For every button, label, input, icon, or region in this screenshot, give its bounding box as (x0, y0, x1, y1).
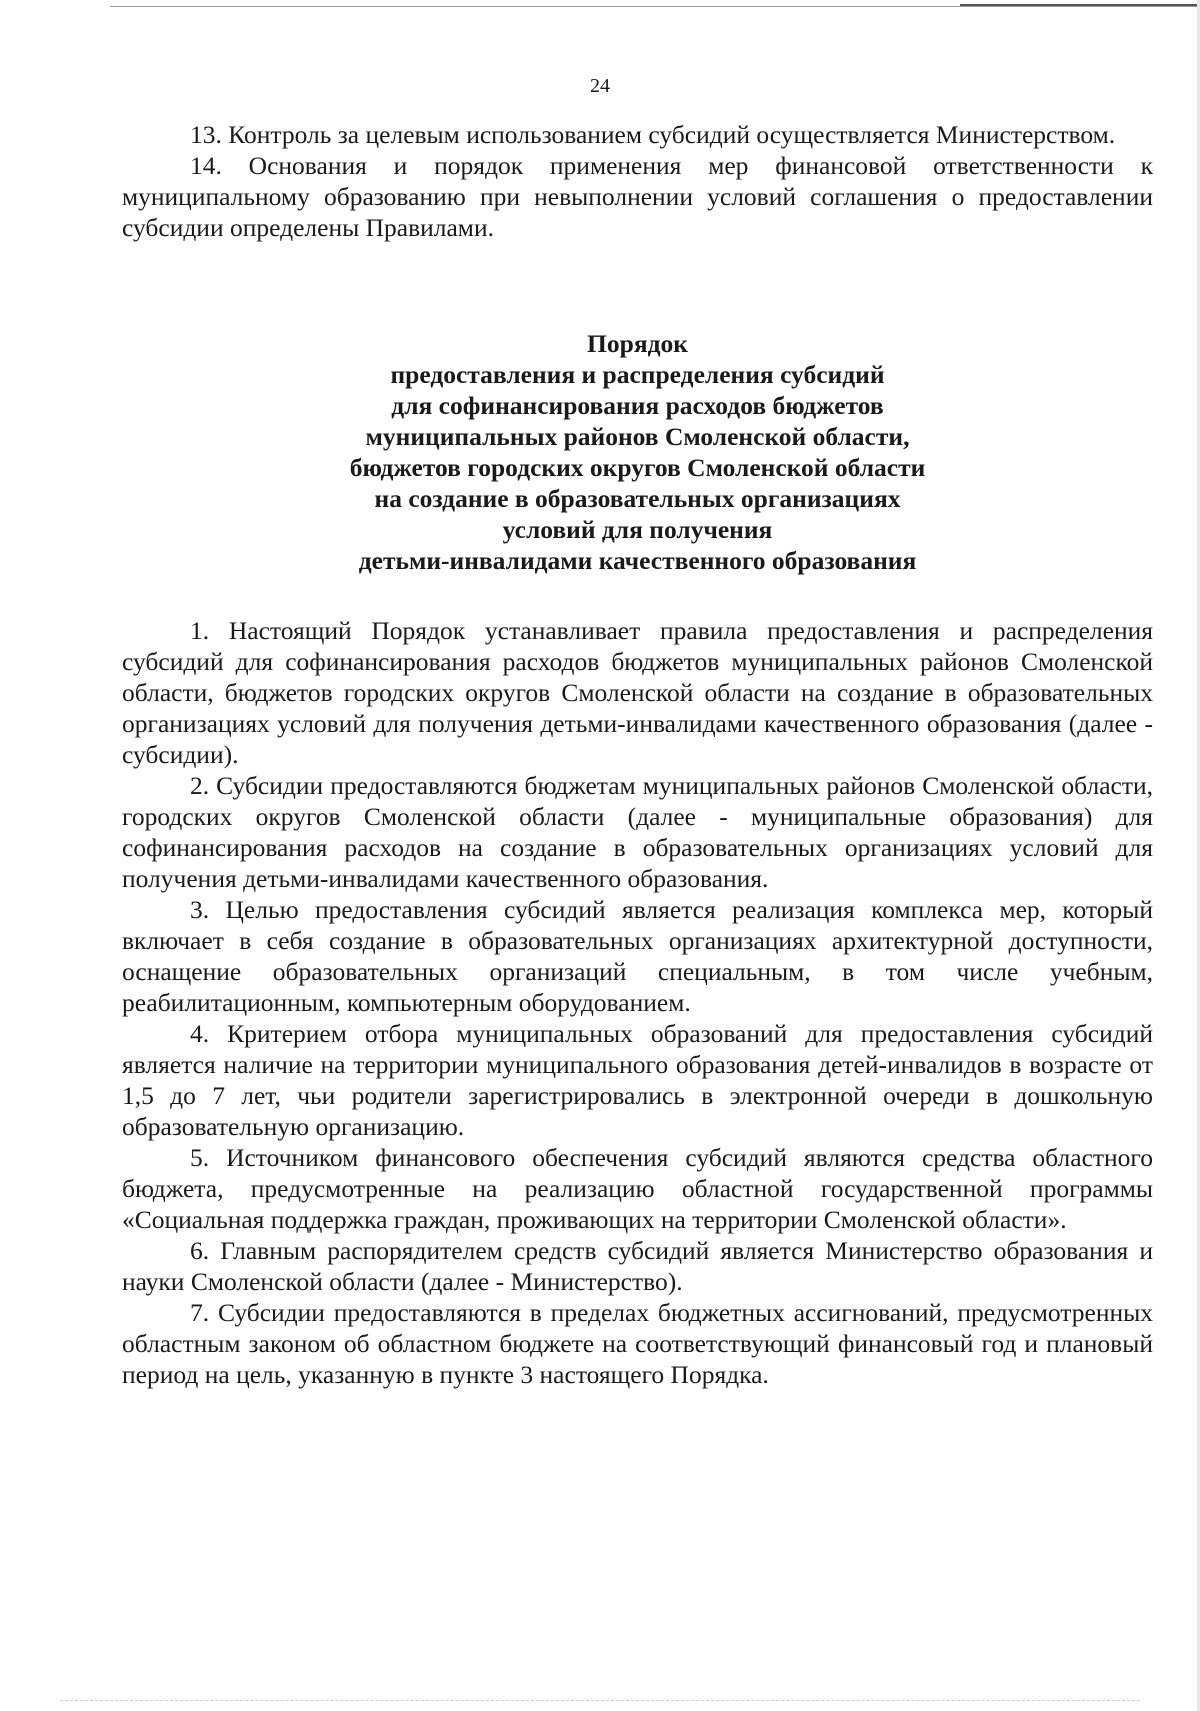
paragraph-13: 13. Контроль за целевым использованием субсидий осуществляется Министерством. (190, 120, 1116, 149)
heading-line: предоставления и распределения субсидий (390, 360, 885, 389)
body-paragraphs (122, 615, 1153, 1390)
scan-border-bottom (60, 1700, 1140, 1701)
paragraph-3: 3. Целью предоставления субсидий является реализация комплекса мер, который включает в себя создание в образовательных организациях архитектурной доступности, оснащение образовательных организаций специальным, в том числе учебным, реабилитационным, компьютерным оборудованием. (122, 895, 1153, 1017)
paragraph-6: 6. Главным распорядителем средств субсидий является Министерство образования и науки Смоленской области (далее - Министерство). (122, 1236, 1153, 1296)
scan-border-top (110, 6, 1200, 7)
paragraph-4: 4. Критерием отбора муниципальных образований для предоставления субсидий является наличие на территории муниципального образования детей-инвалидов в возрасте от 1,5 до 7 лет, чьи родители зарегистрировались в электронной очереди в дошкольную образовательную организацию. (122, 1019, 1153, 1141)
heading-line: муниципальных районов Смоленской области, (365, 422, 910, 451)
heading-line: бюджетов городских округов Смоленской области (349, 453, 926, 482)
section-heading (122, 328, 1153, 576)
heading-line: для софинансирования расходов бюджетов (391, 391, 884, 420)
heading-line: на создание в образовательных организациях (374, 484, 901, 513)
heading-line: Порядок (587, 329, 688, 358)
paragraph-2: 2. Субсидии предоставляются бюджетам муниципальных районов Смоленской области, городских округов Смоленской области (далее - муниципальные образования) для софинансирования расходов на создание в образовательных организациях условий для получения детьми-инвалидами качественного образования. (122, 771, 1153, 893)
paragraph-1: 1. Настоящий Порядок устанавливает правила предоставления и распределения субсидий для софинансирования расходов бюджетов муниципальных районов Смоленской области, бюджетов городских округов Смоленской области на создание в образовательных организациях условий для получения детьми-инвалидами качественного образования (далее - субсидии). (122, 616, 1153, 769)
page-number: 24 (590, 75, 610, 97)
scan-border-top-right (960, 4, 1200, 6)
top-paragraphs (122, 119, 1153, 243)
heading-line: детьми-инвалидами качественного образования (358, 546, 917, 575)
heading-line: условий для получения (502, 515, 773, 544)
paragraph-5: 5. Источником финансового обеспечения субсидий являются средства областного бюджета, предусмотренные на реализацию областной государственной программы «Социальная поддержка граждан, проживающих на территории Смоленской области». (122, 1143, 1153, 1234)
paragraph-7: 7. Субсидии предоставляются в пределах бюджетных ассигнований, предусмотренных областным законом об областном бюджете на соответствующий финансовый год и плановый период на цель, указанную в пункте 3 настоящего Порядка. (122, 1298, 1153, 1389)
paragraph-14: 14. Основания и порядок применения мер финансовой ответственности к муниципальному образованию при невыполнении условий соглашения о предоставлении субсидии определены Правилами. (122, 151, 1153, 242)
